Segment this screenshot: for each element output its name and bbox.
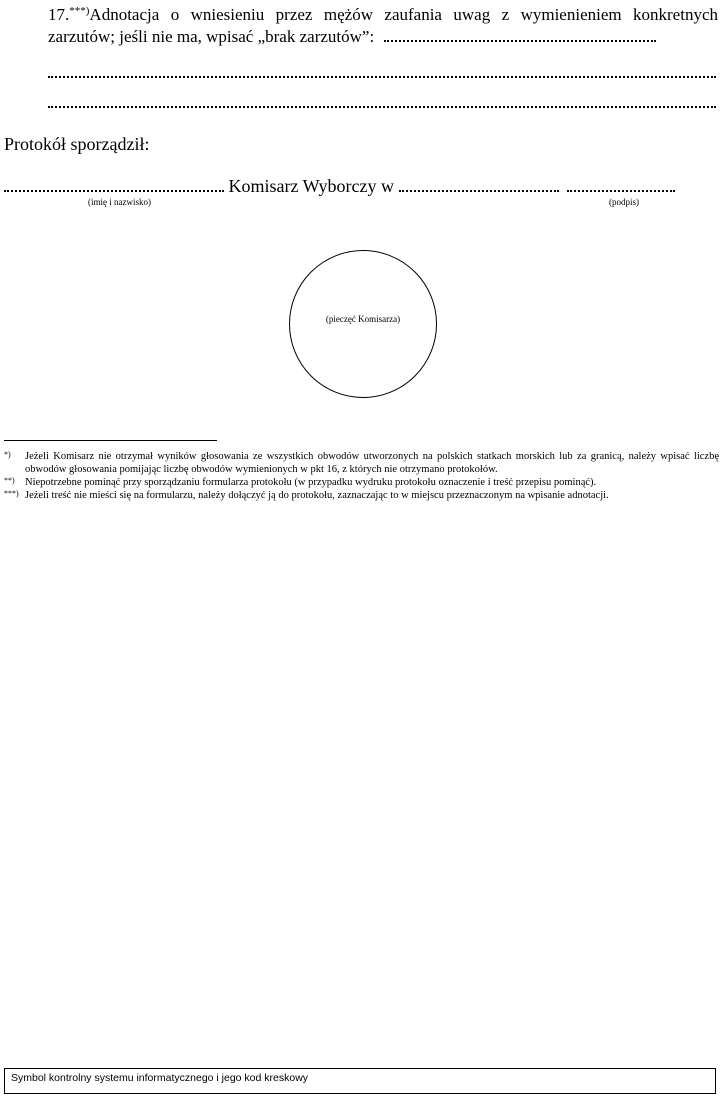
name-input-line[interactable] bbox=[4, 176, 224, 192]
annotation-input-line-3[interactable] bbox=[48, 104, 716, 108]
section-17-text-line2: zarzutów; jeśli nie ma, wpisać „brak zarzutów”: bbox=[48, 27, 375, 46]
commissioner-label: Komisarz Wyborczy w bbox=[228, 176, 395, 196]
footnote-3-text: Jeżeli treść nie mieści się na formularzu, należy dołączyć ją do protokołu, zaznaczając to w miejscu przeznaczonym na wpisanie adnotacji. bbox=[25, 490, 609, 501]
annotation-input-line-1[interactable] bbox=[384, 26, 656, 42]
protocol-prepared-by-heading: Protokół sporządził: bbox=[4, 134, 150, 154]
section-17-text-line1: Adnotacja o wniesieniu przez mężów zaufania uwag z wymienieniem konkretnych bbox=[89, 5, 718, 24]
footnote-1-mark: *) bbox=[4, 450, 11, 459]
name-caption: (imię i nazwisko) bbox=[88, 197, 151, 207]
footnote-2-mark: **) bbox=[4, 476, 15, 485]
footnote-3-mark: ***) bbox=[4, 489, 19, 498]
location-input-line[interactable] bbox=[399, 176, 559, 192]
control-symbol-box bbox=[4, 1068, 716, 1094]
section-17-number: 17. bbox=[48, 5, 70, 24]
stamp-circle bbox=[289, 250, 437, 398]
signature-caption: (podpis) bbox=[609, 197, 639, 207]
footnote-1-text: Jeżeli Komisarz nie otrzymał wyników głosowania ze wszystkich obwodów utworzonych na polskich statkach morskich lub za granicą, należy wpisać liczbę obwodów głosowania pomijając liczbę obwodów wymienionych w pkt 16, z których nie otrzymano protokołów. bbox=[25, 451, 719, 475]
stamp-caption: (pieczęć Komisarza) bbox=[325, 314, 401, 324]
footnote-2-text: Niepotrzebne pominąć przy sporządzaniu formularza protokołu (w przypadku wydruku protokołu oznaczenie i treść przepisu pominąć). bbox=[25, 477, 597, 488]
annotation-input-line-2[interactable] bbox=[48, 74, 716, 78]
signature-input-line[interactable] bbox=[567, 176, 675, 192]
footnote-ref-3: ***) bbox=[69, 5, 90, 17]
section-17-annotation bbox=[48, 4, 718, 48]
footnote-separator bbox=[4, 440, 217, 441]
control-symbol-label: Symbol kontrolny systemu informatycznego i jego kod kreskowy bbox=[11, 1072, 309, 1084]
commissioner-signature-row bbox=[4, 176, 720, 197]
